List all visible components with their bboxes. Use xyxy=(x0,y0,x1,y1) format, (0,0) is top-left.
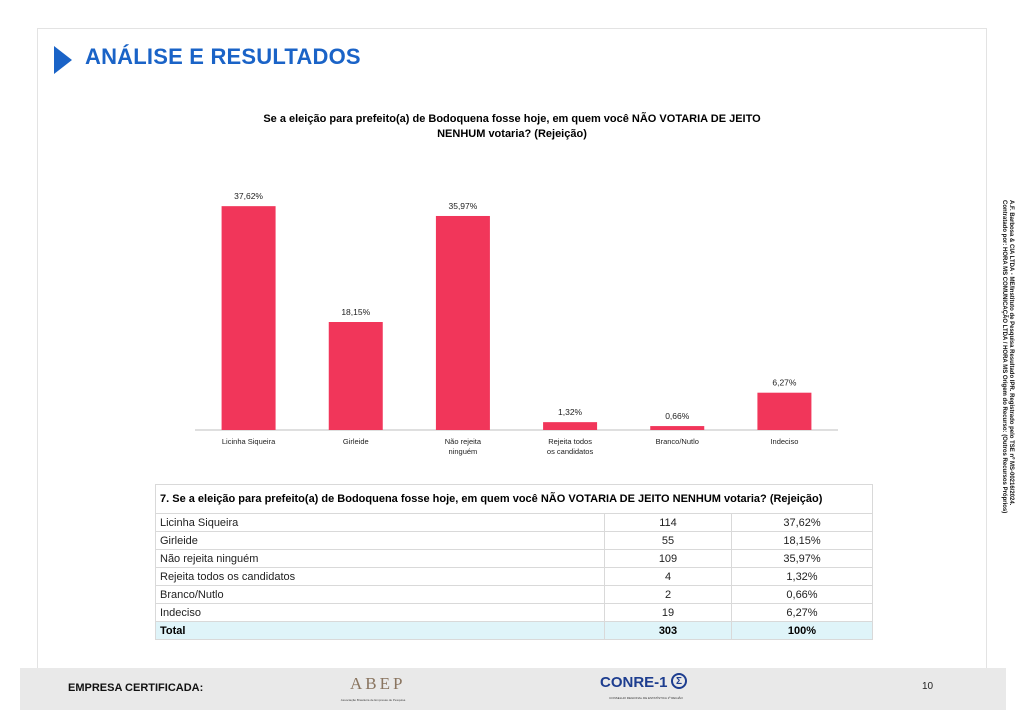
bar xyxy=(543,422,597,430)
row-count: 4 xyxy=(605,568,732,586)
row-percent: 0,66% xyxy=(732,586,873,604)
row-count: 2 xyxy=(605,586,732,604)
total-percent: 100% xyxy=(732,622,873,640)
row-count: 19 xyxy=(605,604,732,622)
row-label: Indeciso xyxy=(156,604,605,622)
bar xyxy=(222,206,276,430)
row-label: Licinha Siqueira xyxy=(156,514,605,532)
row-count: 109 xyxy=(605,550,732,568)
table-total-row xyxy=(156,622,873,640)
category-label: Girleide xyxy=(342,437,369,446)
table-row xyxy=(156,514,873,532)
category-label: Branco/Nutlo xyxy=(655,437,699,446)
category-label: Indeciso xyxy=(770,437,799,446)
page-title: ANÁLISE E RESULTADOS xyxy=(85,44,361,69)
bar xyxy=(757,393,811,430)
table-row xyxy=(156,550,873,568)
footer-label: EMPRESA CERTIFICADA: xyxy=(68,682,204,694)
category-label: Não rejeita xyxy=(444,437,482,446)
category-label: os candidatos xyxy=(546,447,594,456)
abep-logo-text: ABEP xyxy=(350,674,406,693)
total-label: Total xyxy=(156,622,605,640)
row-label: Não rejeita ninguém xyxy=(156,550,605,568)
category-label: ninguém xyxy=(448,447,478,456)
row-count: 55 xyxy=(605,532,732,550)
category-label: Licinha Siqueira xyxy=(221,437,276,446)
row-label: Branco/Nutlo xyxy=(156,586,605,604)
data-label: 1,32% xyxy=(558,407,583,418)
category-label: Rejeita todos xyxy=(548,437,592,446)
table-row xyxy=(156,532,873,550)
table-row xyxy=(156,604,873,622)
data-label: 18,15% xyxy=(341,307,371,318)
bar xyxy=(329,322,383,430)
conre-logo-text: CONRE-1 xyxy=(600,674,668,691)
data-label: 6,27% xyxy=(772,377,797,388)
row-percent: 6,27% xyxy=(732,604,873,622)
data-label: 35,97% xyxy=(448,200,478,211)
row-label: Girleide xyxy=(156,532,605,550)
chart-title: Se a eleição para prefeito(a) de Bodoquena fosse hoje, em quem você NÃO VOTARIA DE JEITO NENHUM votaria? (Rejeição) xyxy=(263,113,761,140)
results-table xyxy=(155,484,873,640)
bar xyxy=(436,216,490,430)
sigma-icon: Σ xyxy=(671,673,687,689)
table-row xyxy=(156,568,873,586)
conre-logo xyxy=(600,672,692,706)
abep-logo xyxy=(338,674,408,706)
side-note-text: A.F. Barbosa & CIA LTDA - ME/Instituto de Pesquisa Resultado IPR. Registrado pelo TSE nº MS-00216/2024. Contratado por: HORA MS COMUNICAÇÃO LTDA / HORA MS Origem do Recurso: (Outros Recursos Próprios) xyxy=(1001,200,1014,514)
row-percent: 35,97% xyxy=(732,550,873,568)
row-count: 114 xyxy=(605,514,732,532)
row-percent: 18,15% xyxy=(732,532,873,550)
conre-logo-tagline: CONSELHO REGIONAL DE ESTATÍSTICA 1ª REGIÃO xyxy=(609,696,683,700)
table-title: 7. Se a eleição para prefeito(a) de Bodoquena fosse hoje, em quem você NÃO VOTARIA DE JEITO NENHUM votaria? (Rejeição) xyxy=(156,485,873,514)
data-label: 0,66% xyxy=(665,411,690,422)
table-title-row xyxy=(156,485,873,514)
row-percent: 1,32% xyxy=(732,568,873,586)
abep-logo-tagline: Associação Brasileira de Empresas de Pesquisa xyxy=(340,698,406,702)
row-percent: 37,62% xyxy=(732,514,873,532)
page-number: 10 xyxy=(922,681,934,692)
data-label: 37,62% xyxy=(234,191,264,202)
total-count: 303 xyxy=(605,622,732,640)
side-note xyxy=(1000,200,1014,530)
bar xyxy=(650,426,704,430)
table-row xyxy=(156,586,873,604)
row-label: Rejeita todos os candidatos xyxy=(156,568,605,586)
